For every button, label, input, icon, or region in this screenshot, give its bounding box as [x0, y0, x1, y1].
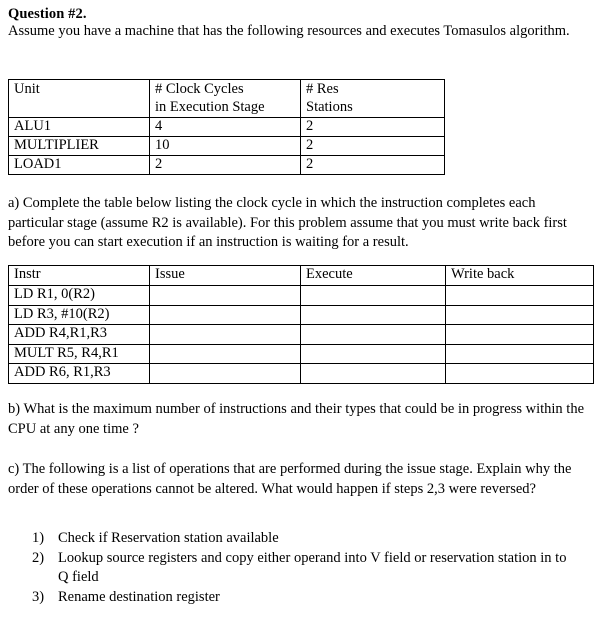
column-header-write-back: Write back [446, 266, 594, 286]
cell-execute[interactable] [301, 305, 446, 325]
cell-issue[interactable] [150, 344, 301, 364]
cell-unit: LOAD1 [9, 156, 150, 175]
cell-execute[interactable] [301, 325, 446, 345]
cell-issue[interactable] [150, 286, 301, 306]
list-item-marker: 2) [32, 549, 45, 566]
cell-issue[interactable] [150, 305, 301, 325]
cell-execute[interactable] [301, 364, 446, 384]
list-item [0, 549, 588, 588]
cell-issue[interactable] [150, 325, 301, 345]
list-item-marker: 1) [32, 530, 45, 546]
header-line-2: Stations [306, 98, 353, 115]
part-c-text: c) The following is a list of operations that are performed during the issue stage. Explain why the order of these operations cannot be altered. What would happen if steps 2,3 were reversed? [8, 461, 572, 497]
cell-stations: 2 [301, 156, 445, 175]
cell-instr: ADD R6, R1,R3 [9, 364, 150, 384]
column-header-clock-cycles [150, 80, 301, 118]
cell-write-back[interactable] [446, 344, 594, 364]
column-header-execute: Execute [301, 266, 446, 286]
question-intro-text: Assume you have a machine that has the following resources and executes Tomasulos algorithm. [8, 23, 570, 39]
list-item [0, 588, 588, 608]
issue-stage-steps-list [0, 529, 588, 607]
table-row [9, 325, 594, 345]
cell-write-back[interactable] [446, 305, 594, 325]
cell-unit: MULTIPLIER [9, 137, 150, 156]
cell-execute[interactable] [301, 344, 446, 364]
cell-cycles: 4 [150, 118, 301, 137]
header-line-2: in Execution Stage [155, 98, 265, 115]
resources-table-head [9, 80, 445, 118]
cell-stations: 2 [301, 137, 445, 156]
list-item [0, 529, 588, 549]
list-item-label: Check if Reservation station available [58, 530, 279, 546]
part-b-text: b) What is the maximum number of instructions and their types that could be in progress within the CPU at any one time ? [8, 401, 584, 437]
cell-write-back[interactable] [446, 364, 594, 384]
column-header-unit: Unit [9, 80, 150, 118]
pipeline-table-body [9, 286, 594, 384]
table-header-row [9, 80, 445, 118]
cell-unit: ALU1 [9, 118, 150, 137]
cell-stations: 2 [301, 118, 445, 137]
resources-table [8, 79, 445, 175]
list-item-marker: 3) [32, 588, 45, 605]
table-header-row [9, 266, 594, 286]
cell-instr: LD R3, #10(R2) [9, 305, 150, 325]
pipeline-table-head [9, 266, 594, 286]
cell-execute[interactable] [301, 286, 446, 306]
cell-cycles: 2 [150, 156, 301, 175]
cell-write-back[interactable] [446, 325, 594, 345]
resources-table-body [9, 118, 445, 175]
cell-instr: LD R1, 0(R2) [9, 286, 150, 306]
pipeline-table [8, 265, 594, 384]
table-row [9, 137, 445, 156]
table-row [9, 364, 594, 384]
list-item-label: Lookup source registers and copy either operand into V field or reservation station in to Q field [58, 549, 567, 585]
cell-cycles: 10 [150, 137, 301, 156]
cell-issue[interactable] [150, 364, 301, 384]
table-row [9, 118, 445, 137]
cell-write-back[interactable] [446, 286, 594, 306]
part-a-text: a) Complete the table below listing the clock cycle in which the instruction completes each particular stage (assume R2 is available). For this problem assume that you must write back first before you can start execution if an instruction is waiting for a result. [8, 195, 567, 250]
table-row [9, 156, 445, 175]
header-line-1: # Res [306, 81, 339, 97]
cell-instr: MULT R5, R4,R1 [9, 344, 150, 364]
header-line-1: # Clock Cycles [155, 81, 244, 97]
question-title: Question #2. [8, 6, 87, 22]
table-row [9, 344, 594, 364]
column-header-instr: Instr [9, 266, 150, 286]
column-header-res-stations [301, 80, 445, 118]
table-row [9, 305, 594, 325]
column-header-issue: Issue [150, 266, 301, 286]
cell-instr: ADD R4,R1,R3 [9, 325, 150, 345]
table-row [9, 286, 594, 306]
list-item-label: Rename destination register [58, 588, 220, 605]
